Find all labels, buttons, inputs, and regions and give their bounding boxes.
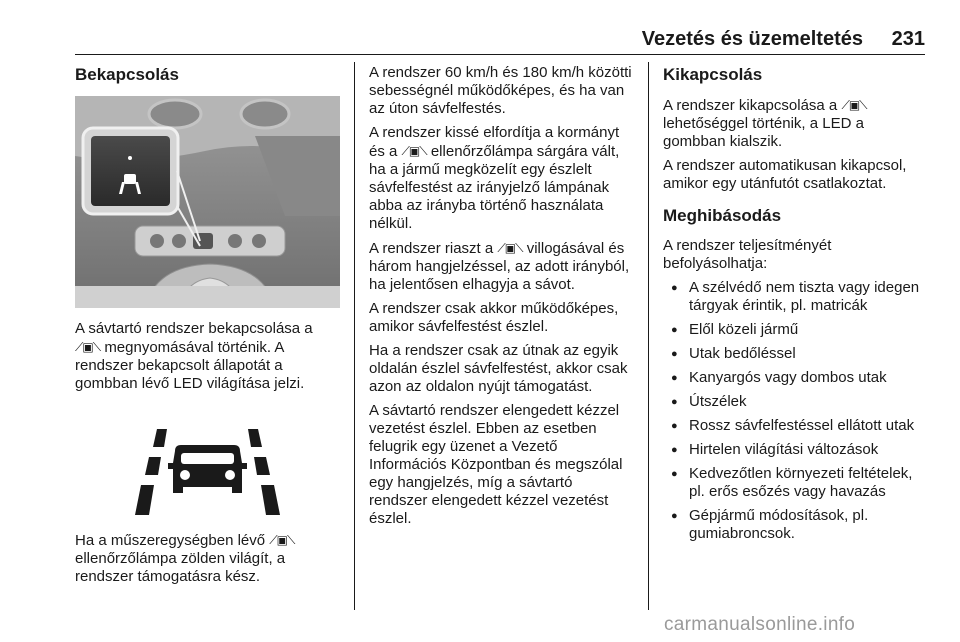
text-span: A rendszer kikapcsolása a	[663, 97, 838, 114]
text-span: A sávtartó rendszer bekapcsolása a	[75, 320, 313, 337]
lane-keep-assist-icon: ⟋▣⟍	[497, 241, 523, 255]
paragraph-alert	[369, 239, 634, 294]
list-item: ● Hirtelen világítási változások	[663, 441, 928, 459]
page-title: Vezetés és üzemeltetés	[641, 28, 863, 50]
watermark: carmanualsonline.info	[664, 614, 856, 635]
list-item: ● Kedvezőtlen környezeti feltételek, pl. erős esőzés vagy havazás	[663, 465, 928, 501]
text-span: A rendszer riaszt a	[369, 240, 494, 257]
ready-paragraph	[75, 531, 340, 586]
section-heading-fault: Meghibásodás	[663, 206, 782, 225]
text-span: lehetőséggel történik, a LED a gombban kialszik.	[663, 115, 864, 150]
lane-keep-assist-icon: ⟋▣⟍	[269, 533, 295, 547]
column-divider	[648, 62, 649, 610]
paragraph-one-side: Ha a rendszer csak az útnak az egyik oldalán észlel sávfelfestést, akkor csak azon az oldalon nyújt támogatást.	[369, 342, 628, 395]
list-item: ● Kanyargós vagy dombos utak	[663, 369, 928, 387]
list-item: ● Útszélek	[663, 393, 928, 411]
lane-keep-assist-icon: ⟋▣⟍	[401, 144, 427, 158]
column-3	[663, 64, 928, 549]
fault-list	[663, 279, 928, 543]
paragraph-markings: A rendszer csak akkor működőképes, amikor sávfelfestést észlel.	[369, 300, 619, 335]
text-span: ellenőrzőlámpa zölden világít, a rendszer támogatásra kész.	[75, 550, 286, 585]
text-span: megnyomásával történik. A rendszer bekapcsolt állapotát a gombban lévő LED világítása jelzi.	[75, 339, 305, 392]
text-span: A rendszer kissé elfordítja a kormányt és a	[369, 124, 620, 160]
paragraph-deactivate	[663, 96, 928, 151]
paragraph-trailer: A rendszer automatikusan kikapcsol, amikor egy utánfutót csatlakoztat.	[663, 157, 907, 192]
list-item: ● Gépjármű módosítások, pl. gumiabroncsok.	[663, 507, 928, 543]
column-divider	[354, 62, 355, 610]
activation-paragraph	[75, 320, 340, 393]
page-header	[75, 26, 925, 55]
column-1	[75, 64, 340, 592]
paragraph-steering	[369, 124, 634, 233]
list-item: ● Elől közeli jármű	[663, 321, 928, 339]
text-span: villogásával és három hangjelzéssel, az adott irányból, ha jelentősen elhagyja a sávot.	[369, 240, 630, 293]
paragraph-hands-off: A sávtartó rendszer elengedett kézzel vezetést észlel. Ebben az esetben felugrik egy üzenet a Vezető Információs Központban és megszólal egy hangjelzés, míg a sávtartó rendszer elengedett kézzel vezetést észlel.	[369, 402, 623, 527]
dashboard-button-photo	[75, 96, 340, 308]
lane-keep-assist-icon: ⟋▣⟍	[841, 98, 867, 112]
section-heading-activation: Bekapcsolás	[75, 65, 179, 84]
paragraph-performance: A rendszer teljesítményét befolyásolhatja:	[663, 237, 832, 272]
list-item: ● A szélvédő nem tiszta vagy idegen tárgyak érintik, pl. matricák	[663, 279, 928, 315]
lane-keep-assist-icon	[75, 407, 340, 517]
list-item: ● Rossz sávfelfestéssel ellátott utak	[663, 417, 928, 435]
text-span: ellenőrzőlámpa sárgára vált, ha a jármű megközelít egy észlelt sávfelfestést az irányjelző lámpának abba az irányba történő használata nélkül.	[369, 143, 620, 232]
page-number: 231	[891, 28, 925, 50]
text-span: Ha a műszeregységben lévő	[75, 532, 266, 549]
paragraph-speed: A rendszer 60 km/h és 180 km/h közötti sebességnél működőképes, és ha van az úton sávfelfestés.	[369, 64, 632, 117]
section-heading-deactivation: Kikapcsolás	[663, 65, 763, 84]
lane-keep-assist-icon: ⟋▣⟍	[75, 340, 101, 354]
list-item: ● Utak bedőléssel	[663, 345, 928, 363]
column-2	[369, 64, 634, 534]
